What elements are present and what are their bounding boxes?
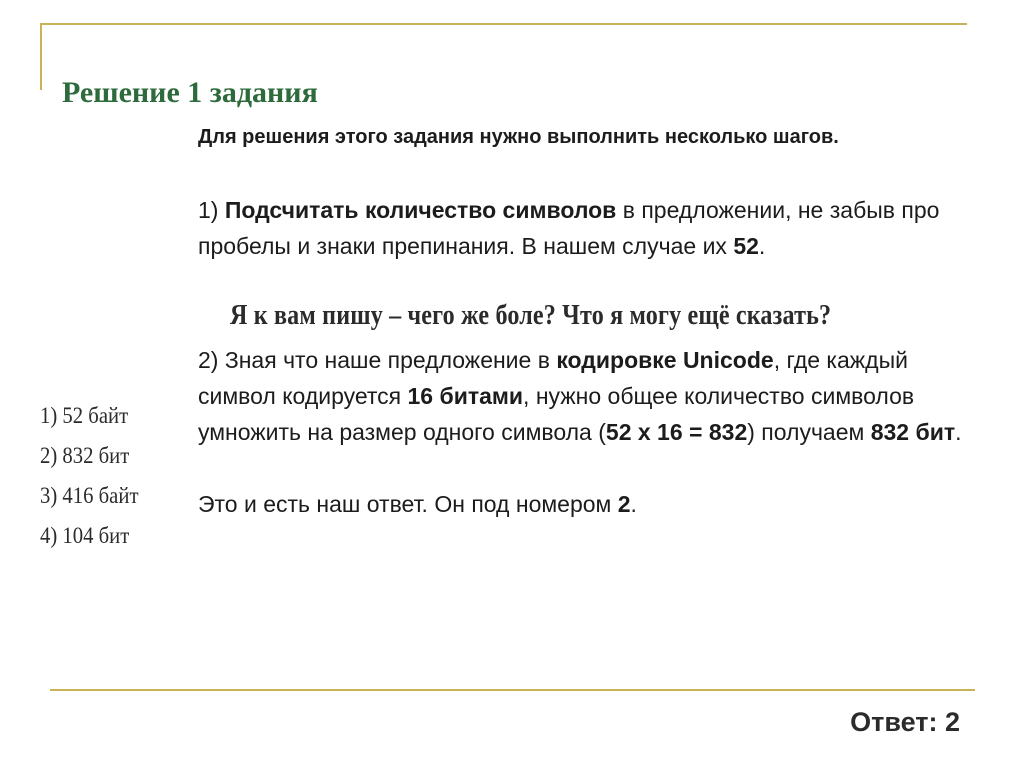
step-1-bold: Подсчитать количество символов — [224, 197, 617, 223]
example-sentence: Я к вам пишу – чего же боле? Что я могу ещё сказать? — [230, 300, 832, 331]
formula: 52 x 16 = 832 — [605, 419, 748, 445]
step-1-prefix: 1) — [198, 197, 225, 223]
option-1: 1) 52 байт — [40, 403, 129, 428]
step-2-body-b: , нужно общее количество символов умножить на размер одного символа ( — [198, 383, 915, 445]
step-1-text — [198, 192, 958, 264]
encoding-name: кодировке Unicode — [556, 347, 774, 373]
top-border-line — [40, 23, 967, 25]
answer-options — [40, 396, 149, 556]
step-2-body-c: ) получаем — [747, 419, 871, 445]
step-2-text — [198, 342, 968, 450]
final-answer: Ответ: 2 — [850, 707, 960, 737]
conclusion-end: . — [630, 491, 637, 517]
slide-title: Решение 1 задания — [62, 76, 318, 109]
conclusion-text — [198, 486, 958, 522]
result-bits: 832 бит — [870, 419, 956, 445]
conclusion-body: Это и есть наш ответ. Он под номером — [198, 491, 618, 517]
bottom-border-line — [50, 689, 975, 691]
option-4: 4) 104 бит — [40, 523, 130, 548]
bits-per-symbol: 16 битами — [407, 383, 524, 409]
step-1-body: в предложении, не забыв про пробелы и знаки препинания. В нашем случае их — [198, 197, 940, 259]
left-border-line — [40, 23, 42, 90]
step-1-end: . — [758, 233, 766, 259]
option-3: 3) 416 байт — [40, 483, 139, 508]
symbol-count: 52 — [733, 233, 759, 259]
step-2-prefix: 2) Зная что наше предложение в — [198, 347, 557, 373]
option-2: 2) 832 бит — [40, 443, 130, 468]
step-2-body-a: , где каждый символ кодируется — [198, 347, 908, 409]
intro-text: Для решения этого задания нужно выполнить несколько шагов. — [198, 126, 839, 148]
answer-number: 2 — [617, 491, 631, 517]
step-2-end: . — [955, 419, 962, 445]
